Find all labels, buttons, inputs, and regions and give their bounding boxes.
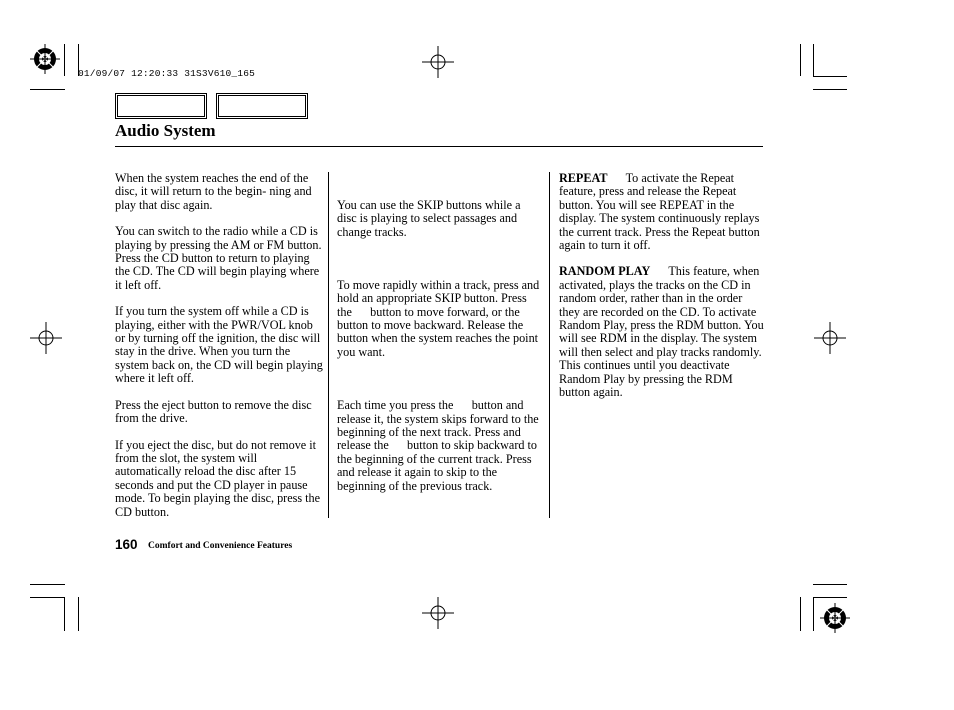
column-divider-2 [549,172,550,518]
crosshair-left-icon [30,322,62,354]
paragraph-random [559,265,764,399]
paragraph-skip-rapid: To move rapidly within a track, press and hold an appropriate SKIP button. Press the button to move forward, or the button to move backward. Release the button when the system reaches the point you want. [337,277,543,359]
footer-section-title: Comfort and Convenience Features [148,541,293,551]
paragraph-repeat [559,172,764,252]
print-stamp: 01/09/07 12:20:33 31S3V610_165 [78,68,256,79]
crosshair-bottom-icon [422,597,454,629]
paragraph-auto-reload: If you eject the disc, but do not remove it from the slot, the system will automatically reload the disc after 15 seconds and put the CD player in pause mode. To begin playing the disc, press the CD button. [115,437,321,519]
nav-tab-index[interactable] [216,93,308,119]
paragraph-system-off: If you turn the system off while a CD is playing, either with the PWR/VOL knob or by turning off the ignition, the disc will stay in the drive. When you turn the system back on, the CD will begin playing where it left off. [115,304,323,386]
paragraph-skip-tracks: Each time you press the button and release it, the system skips forward to the beginning of the next track. Press and release the button to skip backward to the beginning of the current track. Press and release it again to skip to the beginning of the previous track. [337,398,542,493]
page-title: Audio System [115,121,216,140]
registration-target-top-left-icon [30,44,60,74]
text-column-right [559,172,764,413]
crosshair-top-icon [422,46,454,78]
paragraph-skip-intro: You can use the SKIP buttons while a disc is playing to select passages and change tracks. [337,197,524,239]
crosshair-right-icon [814,322,846,354]
registration-target-bottom-right-icon [820,603,850,633]
column-divider-1 [328,172,329,518]
paragraph-end-of-disc: When the system reaches the end of the disc, it will return to the begin- ning and play that disc again. [115,171,312,212]
random-play-label: RANDOM PLAY [559,264,651,279]
repeat-label: REPEAT [559,171,608,185]
random-play-text: This feature, when activated, plays the tracks on the CD in random order, rather than in the order they are recorded on the CD. To activate Random Play, press the RDM button. You will see RDM in the display. The system will then select and play tracks randomly. This continues until you deactivate Random Play by pressing the RDM button again. [559,264,764,400]
title-rule [115,146,763,147]
text-column-middle [337,172,543,519]
nav-tab-main-menu[interactable] [115,93,207,119]
paragraph-eject: Press the eject button to remove the disc from the drive. [115,397,312,426]
text-column-left [115,172,323,532]
repeat-text: To activate the Repeat feature, press and release the Repeat button. You will see REPEAT in the display. The system continuously replays the current track. Press the Repeat button again to turn it off. [559,171,760,253]
page-number: 160 [115,537,138,552]
paragraph-switch-radio: You can switch to the radio while a CD is playing by pressing the AM or FM button. Press the CD button to return to playing the CD. The CD will begin playing where it left off. [115,224,322,292]
